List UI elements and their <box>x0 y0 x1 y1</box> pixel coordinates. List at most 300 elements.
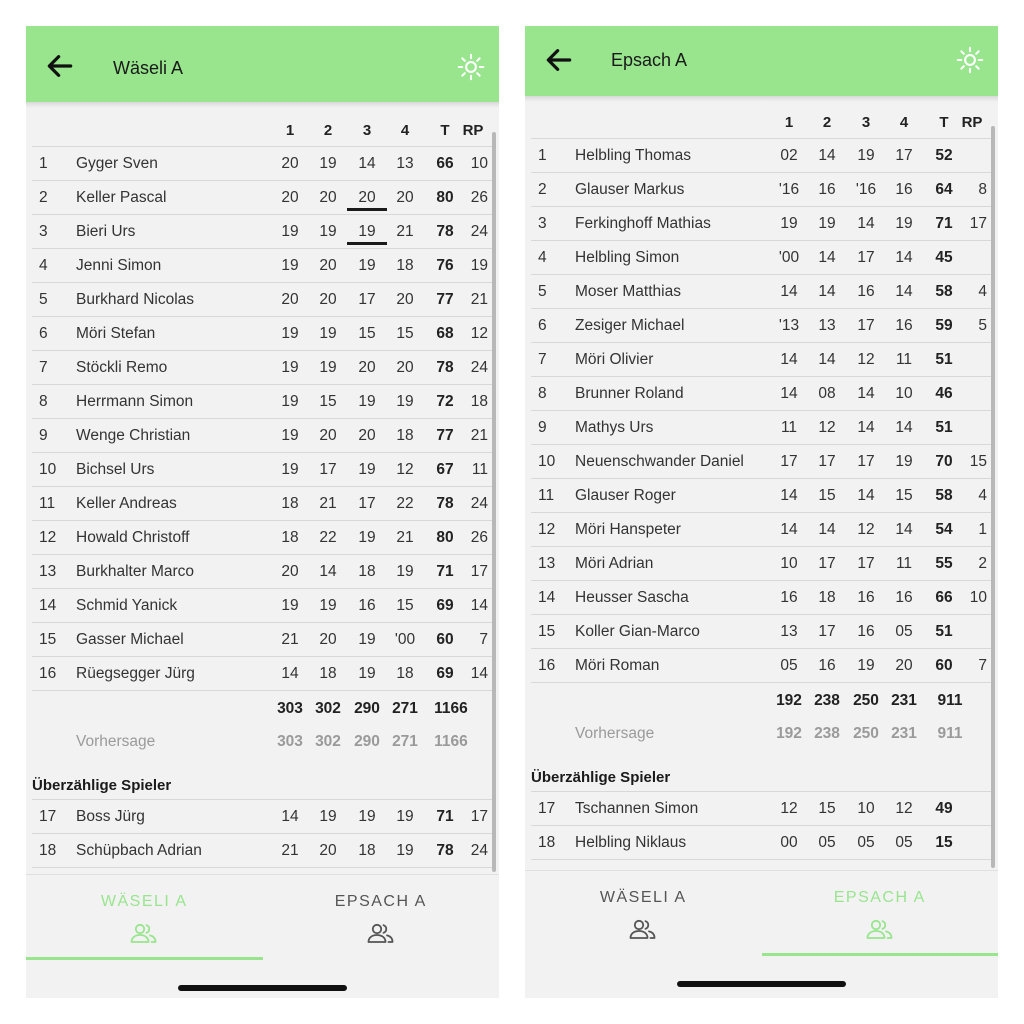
column-header-row <box>32 116 492 146</box>
series-score-1: 19 <box>281 257 299 274</box>
series-score-3: 17 <box>857 317 875 334</box>
series-score-4: 19 <box>895 215 913 232</box>
series-score-3: 10 <box>857 800 875 817</box>
series-score-2: 20 <box>319 189 337 206</box>
series-score-1: 13 <box>780 623 798 640</box>
series-score-3: 19 <box>857 147 875 164</box>
total-score: 58 <box>935 283 953 300</box>
series-score-4: 20 <box>396 291 414 308</box>
series-score-2: 05 <box>818 834 836 851</box>
row-divider <box>531 682 991 683</box>
total-score: 60 <box>436 631 454 648</box>
team-total-t: 911 <box>937 692 963 709</box>
brightness-icon[interactable] <box>457 53 485 81</box>
series-score-4: 19 <box>396 563 414 580</box>
total-score: 51 <box>935 419 953 436</box>
scrollbar[interactable] <box>991 126 995 868</box>
total-score: 69 <box>436 597 454 614</box>
series-score-2: 18 <box>319 665 337 682</box>
series-score-2: 19 <box>319 808 337 825</box>
series-score-3: 19 <box>358 461 376 478</box>
total-score: 78 <box>436 223 454 240</box>
series-score-3: 16 <box>857 589 875 606</box>
team-total-s1: 192 <box>776 692 802 709</box>
series-score-2: 20 <box>319 291 337 308</box>
series-score-1: 18 <box>281 529 299 546</box>
table-row[interactable] <box>531 648 991 683</box>
table-row[interactable] <box>531 512 991 547</box>
back-arrow-icon[interactable] <box>543 44 575 76</box>
rank: 12 <box>39 529 57 546</box>
column-header-4: 4 <box>899 114 909 131</box>
total-score: 60 <box>935 657 953 674</box>
table-row[interactable] <box>531 444 991 479</box>
player-name: Gasser Michael <box>76 631 184 648</box>
total-score: 49 <box>935 800 953 817</box>
series-score-2: 12 <box>818 419 836 436</box>
table-row[interactable] <box>531 825 991 860</box>
rank: 11 <box>39 495 56 512</box>
table-row[interactable] <box>32 833 492 868</box>
series-score-2: 18 <box>818 589 836 606</box>
team-total-t: 1166 <box>434 700 468 717</box>
series-score-2: 17 <box>818 555 836 572</box>
series-score-1: 14 <box>780 521 798 538</box>
series-score-1: 19 <box>281 461 299 478</box>
forecast-s4: 231 <box>891 725 917 742</box>
series-score-4: 18 <box>396 257 414 274</box>
series-score-4: 16 <box>895 589 913 606</box>
total-score: 51 <box>935 623 953 640</box>
total-score: 69 <box>436 665 454 682</box>
series-score-2: 14 <box>818 249 836 266</box>
table-row[interactable] <box>531 240 991 275</box>
series-score-3: 19 <box>857 657 875 674</box>
player-name: Brunner Roland <box>575 385 684 402</box>
series-score-1: 10 <box>780 555 798 572</box>
home-indicator[interactable] <box>178 985 347 991</box>
table-row[interactable] <box>531 546 991 581</box>
series-score-3: '16 <box>855 181 877 198</box>
back-arrow-icon[interactable] <box>44 50 76 82</box>
total-score: 70 <box>935 453 953 470</box>
rank: 18 <box>538 834 556 851</box>
table-row[interactable] <box>531 580 991 615</box>
table-row[interactable] <box>32 452 492 487</box>
series-score-1: 00 <box>780 834 798 851</box>
tab-label: EPSACH A <box>833 889 926 906</box>
table-row[interactable] <box>531 206 991 241</box>
table-row[interactable] <box>531 274 991 309</box>
total-score: 78 <box>436 359 454 376</box>
page-title: Epsach A <box>611 50 688 70</box>
totals-row <box>32 694 492 724</box>
scrollbar[interactable] <box>492 132 496 872</box>
series-score-1: '00 <box>778 249 800 266</box>
series-score-4: 12 <box>895 800 913 817</box>
series-score-1: 19 <box>281 597 299 614</box>
series-score-4: 15 <box>396 597 414 614</box>
player-name: Möri Hanspeter <box>575 521 681 538</box>
total-score: 77 <box>436 427 454 444</box>
series-score-1: 14 <box>281 808 299 825</box>
page-title: Wäseli A <box>113 58 184 78</box>
series-score-1: 20 <box>281 291 299 308</box>
series-score-3: 15 <box>358 325 376 342</box>
series-score-4: 14 <box>895 283 913 300</box>
rank: 14 <box>39 597 57 614</box>
series-score-2: 08 <box>818 385 836 402</box>
series-score-1: 02 <box>780 147 798 164</box>
column-header-t: T <box>440 122 450 139</box>
column-header-rp: RP <box>462 122 484 139</box>
total-score: 52 <box>935 147 953 164</box>
forecast-s1: 303 <box>277 733 303 750</box>
table-row[interactable] <box>32 799 492 834</box>
total-score: 51 <box>935 351 953 368</box>
column-header-2: 2 <box>822 114 832 131</box>
player-name: Helbling Simon <box>575 249 680 266</box>
series-score-1: 12 <box>780 800 798 817</box>
player-name: Zesiger Michael <box>575 317 685 334</box>
table-row[interactable] <box>32 486 492 521</box>
series-score-4: 14 <box>895 521 913 538</box>
rank: 3 <box>538 215 547 232</box>
series-score-1: 11 <box>780 419 798 436</box>
rank: 9 <box>538 419 547 436</box>
table-row[interactable] <box>531 410 991 445</box>
forecast-s3: 290 <box>354 733 380 750</box>
series-score-2: 14 <box>818 147 836 164</box>
series-score-4: 05 <box>895 834 913 851</box>
tab-epsach-a[interactable] <box>263 875 500 965</box>
team-total-s1: 303 <box>277 700 303 717</box>
series-score-1: 14 <box>780 487 798 504</box>
series-score-2: 19 <box>818 215 836 232</box>
ranking-points: 14 <box>470 597 488 614</box>
series-score-4: 16 <box>895 181 913 198</box>
player-name: Glauser Markus <box>575 181 685 198</box>
total-score: 67 <box>436 461 454 478</box>
table-row[interactable] <box>32 350 492 385</box>
player-name: Burkhard Nicolas <box>76 291 195 308</box>
forecast-t: 911 <box>937 725 963 742</box>
series-score-4: 05 <box>895 623 913 640</box>
series-score-1: 20 <box>281 155 299 172</box>
series-score-3: 05 <box>857 834 875 851</box>
tab-wäseli-a[interactable] <box>525 871 762 961</box>
table-row[interactable] <box>531 478 991 513</box>
series-score-3: 19 <box>358 393 376 410</box>
total-score: 58 <box>935 487 953 504</box>
series-score-3: 16 <box>857 623 875 640</box>
series-score-4: 16 <box>895 317 913 334</box>
series-score-3: 19 <box>347 223 387 245</box>
rank: 7 <box>39 359 48 376</box>
tab-label: WÄSELI A <box>599 889 687 906</box>
series-score-1: 05 <box>780 657 798 674</box>
rank: 8 <box>538 385 547 402</box>
series-score-4: 10 <box>895 385 913 402</box>
table-row[interactable] <box>32 656 492 691</box>
table-row[interactable] <box>32 282 492 317</box>
series-score-3: 20 <box>358 427 376 444</box>
table-row[interactable] <box>32 622 492 657</box>
player-name: Boss Jürg <box>76 808 145 825</box>
ranking-points: 24 <box>470 359 488 376</box>
rank: 6 <box>39 325 48 342</box>
series-score-2: 19 <box>319 223 337 240</box>
series-score-4: 20 <box>895 657 913 674</box>
series-score-2: 14 <box>818 283 836 300</box>
ranking-points: 26 <box>470 189 488 206</box>
table-row[interactable] <box>32 554 492 589</box>
total-score: 66 <box>436 155 454 172</box>
player-name: Helbling Thomas <box>575 147 692 164</box>
series-score-4: 19 <box>396 842 414 859</box>
active-tab-indicator <box>762 953 999 956</box>
ranking-points: 4 <box>978 283 987 300</box>
column-header-3: 3 <box>362 122 372 139</box>
ranking-points: 17 <box>470 563 488 580</box>
team-total-s2: 302 <box>315 700 341 717</box>
series-score-3: 19 <box>358 665 376 682</box>
series-score-3: 14 <box>857 419 875 436</box>
series-score-2: 17 <box>818 453 836 470</box>
total-score: 59 <box>935 317 953 334</box>
rank: 2 <box>39 189 48 206</box>
table-row[interactable] <box>32 316 492 351</box>
player-name: Glauser Roger <box>575 487 676 504</box>
series-score-4: 11 <box>895 351 913 368</box>
column-header-2: 2 <box>323 122 333 139</box>
ranking-points: 15 <box>969 453 987 470</box>
series-score-2: 15 <box>818 800 836 817</box>
forecast-row <box>32 727 492 757</box>
player-name: Bieri Urs <box>76 223 136 240</box>
rank: 4 <box>39 257 48 274</box>
table-row[interactable] <box>32 180 492 215</box>
total-score: 55 <box>935 555 953 572</box>
series-score-1: 21 <box>281 631 299 648</box>
table-row[interactable] <box>32 146 492 181</box>
table-row[interactable] <box>531 614 991 649</box>
series-score-3: 14 <box>857 487 875 504</box>
total-score: 64 <box>935 181 953 198</box>
player-name: Möri Olivier <box>575 351 654 368</box>
ranking-points: 7 <box>978 657 987 674</box>
table-row[interactable] <box>32 248 492 283</box>
rank: 13 <box>39 563 57 580</box>
column-header-1: 1 <box>784 114 794 131</box>
table-row[interactable] <box>531 308 991 343</box>
player-name: Bichsel Urs <box>76 461 155 478</box>
ranking-points: 5 <box>978 317 987 334</box>
ranking-points: 17 <box>470 808 488 825</box>
series-score-1: 14 <box>780 351 798 368</box>
series-score-3: 16 <box>857 283 875 300</box>
series-score-4: 21 <box>396 529 414 546</box>
rank: 4 <box>538 249 547 266</box>
table-row[interactable] <box>531 342 991 377</box>
series-score-1: 18 <box>281 495 299 512</box>
ranking-points: 21 <box>470 427 488 444</box>
table-row[interactable] <box>531 138 991 173</box>
total-score: 71 <box>436 808 454 825</box>
series-score-2: 20 <box>319 427 337 444</box>
row-divider <box>32 690 492 691</box>
home-indicator[interactable] <box>677 981 846 987</box>
team-total-s4: 271 <box>392 700 418 717</box>
ranking-points: 4 <box>978 487 987 504</box>
rank: 10 <box>39 461 57 478</box>
total-score: 76 <box>436 257 454 274</box>
team-total-s4: 231 <box>891 692 917 709</box>
player-name: Heusser Sascha <box>575 589 689 606</box>
rank: 5 <box>538 283 547 300</box>
column-header-row <box>531 108 991 138</box>
player-name: Schmid Yanick <box>76 597 178 614</box>
team-icon <box>628 917 658 941</box>
series-score-4: 21 <box>396 223 414 240</box>
column-header-t: T <box>939 114 949 131</box>
forecast-s1: 192 <box>776 725 802 742</box>
player-name: Keller Andreas <box>76 495 177 512</box>
rank: 5 <box>39 291 48 308</box>
table-row[interactable] <box>531 791 991 826</box>
left-screen <box>26 26 499 998</box>
series-score-4: 15 <box>895 487 913 504</box>
player-name: Gyger Sven <box>76 155 158 172</box>
series-score-1: 19 <box>281 325 299 342</box>
series-score-3: 19 <box>358 529 376 546</box>
series-score-3: 18 <box>358 842 376 859</box>
series-score-4: '00 <box>394 631 416 648</box>
total-score: 78 <box>436 842 454 859</box>
player-name: Stöckli Remo <box>76 359 168 376</box>
series-score-2: 19 <box>319 325 337 342</box>
series-score-3: 16 <box>358 597 376 614</box>
rank: 2 <box>538 181 547 198</box>
series-score-3: 20 <box>358 359 376 376</box>
series-score-2: 19 <box>319 597 337 614</box>
table-row[interactable] <box>32 520 492 555</box>
series-score-3: 14 <box>358 155 376 172</box>
player-name: Neuenschwander Daniel <box>575 453 744 470</box>
total-score: 54 <box>935 521 953 538</box>
rank: 1 <box>538 147 547 164</box>
series-score-4: 12 <box>396 461 414 478</box>
series-score-2: 15 <box>818 487 836 504</box>
team-icon <box>865 917 895 941</box>
tab-epsach-a[interactable] <box>762 871 999 961</box>
rank: 7 <box>538 351 547 368</box>
ranking-points: 17 <box>969 215 987 232</box>
series-score-1: 19 <box>281 223 299 240</box>
rank: 16 <box>39 665 57 682</box>
series-score-2: 15 <box>319 393 337 410</box>
table-row[interactable] <box>32 588 492 623</box>
ranking-points: 8 <box>978 181 987 198</box>
ranking-points: 26 <box>470 529 488 546</box>
series-score-2: 16 <box>818 181 836 198</box>
series-score-3: 20 <box>347 189 387 211</box>
series-score-4: 13 <box>396 155 414 172</box>
column-header-rp: RP <box>961 114 983 131</box>
series-score-4: 11 <box>895 555 913 572</box>
forecast-s4: 271 <box>392 733 418 750</box>
player-name: Möri Adrian <box>575 555 654 572</box>
total-score: 15 <box>935 834 953 851</box>
total-score: 71 <box>436 563 454 580</box>
rank: 17 <box>538 800 556 817</box>
brightness-icon[interactable] <box>956 46 984 74</box>
ranking-points: 18 <box>470 393 488 410</box>
rank: 12 <box>538 521 556 538</box>
tab-wäseli-a[interactable] <box>26 875 263 965</box>
team-total-s3: 290 <box>354 700 380 717</box>
series-score-3: 17 <box>358 495 376 512</box>
column-header-3: 3 <box>861 114 871 131</box>
tab-label: WÄSELI A <box>100 893 188 910</box>
right-screen <box>525 26 998 998</box>
ranking-points: 11 <box>471 461 488 478</box>
series-score-1: 21 <box>281 842 299 859</box>
player-name: Tschannen Simon <box>575 800 699 817</box>
rank: 15 <box>39 631 57 648</box>
total-score: 68 <box>436 325 454 342</box>
series-score-2: 19 <box>319 359 337 376</box>
series-score-3: 17 <box>857 453 875 470</box>
forecast-s3: 250 <box>853 725 879 742</box>
bottom-tab-bar <box>525 870 998 961</box>
team-icon <box>366 921 396 945</box>
total-score: 45 <box>935 249 953 266</box>
rank: 1 <box>39 155 48 172</box>
player-name: Mathys Urs <box>575 419 654 436</box>
rank: 18 <box>39 842 57 859</box>
table-row[interactable] <box>531 376 991 411</box>
series-score-3: 19 <box>358 808 376 825</box>
forecast-row <box>531 719 991 749</box>
player-name: Keller Pascal <box>76 189 167 206</box>
series-score-4: 17 <box>895 147 913 164</box>
series-score-4: 14 <box>895 249 913 266</box>
table-row[interactable] <box>32 214 492 249</box>
series-score-4: 14 <box>895 419 913 436</box>
rank: 16 <box>538 657 556 674</box>
series-score-1: 19 <box>281 393 299 410</box>
table-row[interactable] <box>32 418 492 453</box>
series-score-1: 20 <box>281 189 299 206</box>
series-score-2: 13 <box>818 317 836 334</box>
ranking-points: 1 <box>978 521 987 538</box>
series-score-3: 17 <box>857 555 875 572</box>
series-score-4: 15 <box>396 325 414 342</box>
series-score-1: '16 <box>778 181 800 198</box>
bottom-tab-bar <box>26 874 499 965</box>
extra-players-heading: Überzählige Spieler <box>531 769 671 786</box>
table-row[interactable] <box>32 384 492 419</box>
player-name: Herrmann Simon <box>76 393 194 410</box>
series-score-2: 20 <box>319 257 337 274</box>
series-score-3: 12 <box>857 351 875 368</box>
team-icon <box>129 921 159 945</box>
table-row[interactable] <box>531 172 991 207</box>
rank: 10 <box>538 453 556 470</box>
series-score-2: 16 <box>818 657 836 674</box>
series-score-3: 19 <box>358 631 376 648</box>
